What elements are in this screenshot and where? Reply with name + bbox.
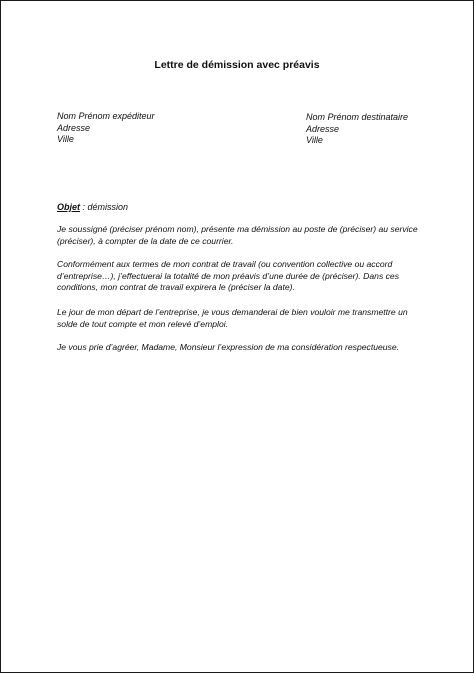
paragraph-line: Je soussigné (préciser prénom nom), présente ma démission au poste de (préciser) au service	[57, 224, 418, 234]
paragraph-resignation	[57, 224, 427, 247]
sender-block	[57, 111, 155, 146]
paragraph-line: d’entreprise…), j’effectuerai la totalité de mon préavis d’une durée de (préciser). Dans ces	[57, 270, 400, 281]
sender-address: Adresse	[57, 122, 91, 133]
paragraph-line: Conformément aux termes de mon contrat de travail (ou convention collective ou accord	[57, 259, 393, 269]
paragraph-line: Je vous prie d’agréer, Madame, Monsieur l’expression de ma considération respectueuse.	[57, 342, 400, 352]
letter-title: Lettre de démission avec préavis	[154, 59, 320, 71]
paragraph-departure	[57, 307, 427, 330]
recipient-address: Adresse	[306, 123, 340, 134]
paragraph-line: (préciser), à compter de la date de ce courrier.	[57, 235, 234, 246]
subject-label: Objet	[57, 202, 81, 212]
subject-value: démission	[87, 202, 129, 212]
recipient-name: Nom Prénom destinataire	[306, 112, 409, 122]
paragraph-line: conditions, mon contrat de travail expirera le (préciser la date).	[57, 282, 295, 292]
paragraph-line: Le jour de mon départ de l’entreprise, je vous demanderai de bien vouloir me transmettre un	[57, 307, 408, 317]
recipient-city: Ville	[306, 135, 323, 145]
paragraph-closing	[57, 342, 427, 354]
subject-line	[57, 202, 128, 212]
recipient-block	[306, 112, 408, 147]
paragraph-line: solde de tout compte et mon relevé d’emploi.	[57, 318, 229, 329]
sender-name: Nom Prénom expéditeur	[57, 111, 155, 121]
sender-city: Ville	[57, 134, 74, 144]
paragraph-notice-period	[57, 259, 427, 294]
subject-separator: :	[80, 202, 88, 212]
